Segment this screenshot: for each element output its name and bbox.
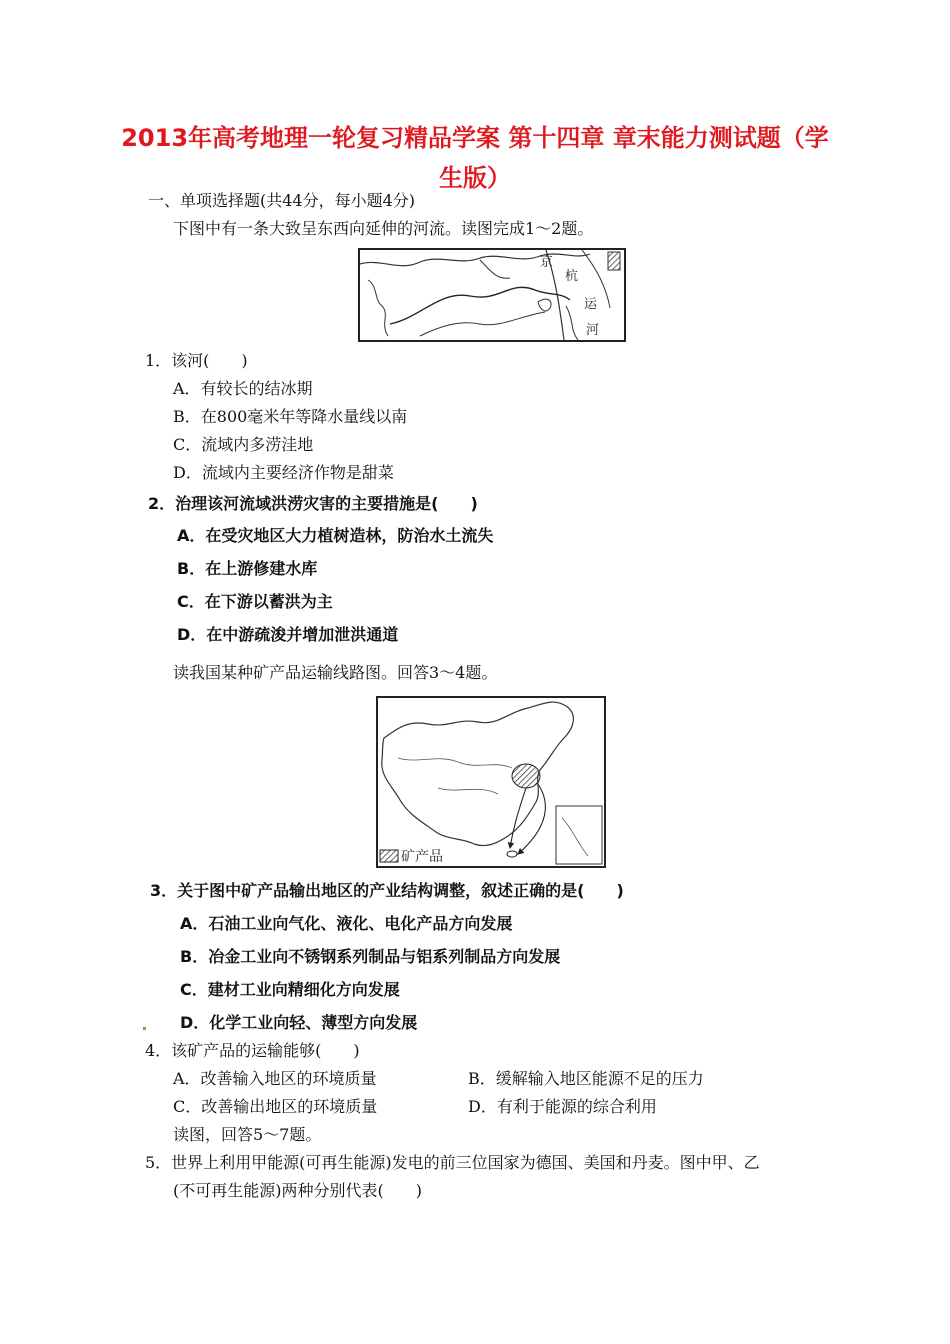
stray-mark [143,1027,146,1030]
map-legend-label: 矿产品 [401,849,443,865]
question-3-option-a: A．石油工业向气化、液化、电化产品方向发展 [180,914,513,933]
question-1-stem: 1．该河( ) [145,351,248,370]
map-label-he: 河 [586,323,600,338]
river-map [358,248,626,342]
question-5-stem-line-2: (不可再生能源)两种分别代表( ) [173,1181,422,1200]
question-1-option-a: A．有较长的结冰期 [173,379,313,398]
question-1-option-b: B．在800毫米年等降水量线以南 [173,407,408,426]
question-3-option-c: C．建材工业向精细化方向发展 [180,980,400,999]
question-1-option-c: C．流域内多涝洼地 [173,435,314,454]
question-5-stem-line-1: 5．世界上利用甲能源(可再生能源)发电的前三位国家为德国、美国和丹麦。图中甲、乙 [145,1153,760,1172]
intro-text: 下图中有一条大致呈东西向延伸的河流。读图完成1～2题。 [173,219,594,238]
map-label-jing: 京 [540,255,554,270]
china-map-drawing [378,698,604,866]
question-4-stem: 4．该矿产品的运输能够( ) [145,1041,360,1060]
question-4-option-b: B．缓解输入地区能源不足的压力 [468,1069,704,1088]
china-map [376,696,606,868]
question-2-option-d: D．在中游疏浚并增加泄洪通道 [177,625,399,644]
intro-text-3: 读图，回答5～7题。 [173,1125,322,1144]
question-3-stem: 3．关于图中矿产品输出地区的产业结构调整，叙述正确的是( ) [150,881,624,900]
question-3-option-b: B．冶金工业向不锈钢系列制品与铝系列制品方向发展 [180,947,561,966]
question-2-stem: 2．治理该河流域洪涝灾害的主要措施是( ) [148,494,478,513]
question-3-option-d: D．化学工业向轻、薄型方向发展 [180,1013,418,1032]
question-4-option-d: D．有利于能源的综合利用 [468,1097,657,1116]
page-title: 2013年高考地理一轮复习精品学案 第十四章 章末能力测试题（学生版） [121,124,829,192]
question-1-option-d: D．流域内主要经济作物是甜菜 [173,463,394,482]
question-4-option-c: C．改善输出地区的环境质量 [173,1097,378,1116]
intro-text-2: 读我国某种矿产品运输线路图。回答3～4题。 [173,663,498,682]
question-2-option-a: A．在受灾地区大力植树造林，防治水土流失 [177,526,494,545]
map-label-yun: 运 [584,297,598,312]
question-2-option-b: B．在上游修建水库 [177,559,318,578]
river-map-drawing [360,250,624,340]
map-label-hang: 杭 [565,269,579,284]
question-4-option-a: A．改善输入地区的环境质量 [173,1069,377,1088]
section-heading: 一、单项选择题(共44分，每小题4分) [148,191,416,210]
question-2-option-c: C．在下游以蓄洪为主 [177,592,333,611]
